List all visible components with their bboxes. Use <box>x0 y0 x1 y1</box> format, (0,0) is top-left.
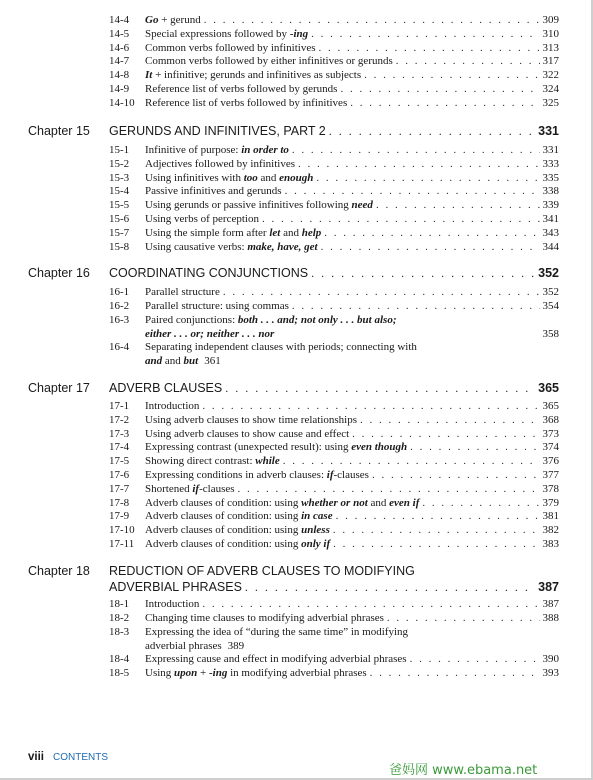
toc-entry-text <box>145 428 352 441</box>
toc-entry-text <box>145 28 311 41</box>
toc-entry-text <box>145 538 333 551</box>
toc-page-number: 331 <box>542 144 559 156</box>
toc-entry-text <box>145 314 399 327</box>
plain-text: Changing time clauses to modifying adverbial phrases <box>145 612 384 624</box>
leader-dots <box>311 266 535 281</box>
chapter-title-row <box>109 266 559 281</box>
plain-text: Separating independent clauses with periods; connecting with <box>145 341 417 353</box>
toc-entry-title <box>145 97 559 110</box>
toc-entry-number: 15-5 <box>109 199 130 212</box>
plain-text: Using <box>145 667 175 679</box>
toc-entry-number: 17-8 <box>109 496 130 509</box>
plain-text: Reference list of verbs followed by gerunds <box>145 83 338 95</box>
toc-page-number: 339 <box>542 199 559 212</box>
leader-dots <box>372 469 540 482</box>
toc-page-number: 388 <box>542 612 559 624</box>
leader-dots <box>225 381 535 396</box>
toc-entry-title-line2 <box>145 355 559 368</box>
plain-text: Infinitive of purpose: <box>145 144 242 156</box>
leader-dots <box>422 497 539 510</box>
toc-entry-title <box>145 341 559 354</box>
toc-page-number: 333 <box>542 157 559 170</box>
toc-entry-text <box>145 400 202 413</box>
toc-page-number: 361 <box>204 355 221 367</box>
toc-entry-title <box>145 497 559 510</box>
toc-entry-number: 17-6 <box>109 469 130 481</box>
plain-text: and <box>367 496 390 509</box>
toc-entry-number: 17-7 <box>109 482 130 495</box>
emphasis-text: in order to <box>241 144 289 156</box>
plain-text: Using infinitives with <box>145 171 244 184</box>
toc-entry-number: 18-5 <box>109 667 130 679</box>
toc-entry-text <box>145 455 283 468</box>
toc-entry-text <box>145 286 223 299</box>
chapter-title-row <box>109 124 559 139</box>
plain-text: Adverb clauses of condition: using <box>145 496 302 509</box>
leader-dots <box>410 653 540 666</box>
plain-text: Using causative verbs: <box>145 240 248 253</box>
toc-entry-title <box>145 414 559 427</box>
toc-entry-number: 16-4 <box>109 341 130 353</box>
plain-text: Using gerunds or passive infinitives following <box>145 199 352 212</box>
emphasis-text: if <box>192 482 200 495</box>
plain-text: and <box>162 355 184 367</box>
leader-dots <box>396 55 540 68</box>
plain-text: + gerund <box>158 14 201 26</box>
toc-page-number: 387 <box>542 598 559 610</box>
leader-dots <box>360 414 539 427</box>
plain-text: Adverb clauses of condition: using <box>145 510 302 523</box>
toc-page-number: 373 <box>542 427 559 440</box>
plain-text: Adverb clauses of condition: using <box>145 538 302 550</box>
toc-entry-text <box>145 241 321 254</box>
toc-entry-text <box>145 97 350 110</box>
toc-entry-text <box>145 144 292 157</box>
toc-entry-number: 16-1 <box>109 286 130 298</box>
toc-entry-text <box>145 227 324 240</box>
toc-page-number: 358 <box>542 328 559 340</box>
toc-page-number: 378 <box>542 482 559 495</box>
plain-text: Introduction <box>145 400 200 412</box>
toc-entry-text <box>145 667 370 680</box>
leader-dots <box>352 428 539 441</box>
toc-entry-number: 17-11 <box>109 538 135 550</box>
toc-entry-text <box>145 414 360 427</box>
chapter-title-row <box>109 381 559 396</box>
toc-page-number: 335 <box>542 171 559 184</box>
emphasis-text: in case <box>301 510 333 523</box>
plain-text: Paired conjunctions: <box>145 314 238 326</box>
emphasis-text: enough <box>279 171 314 184</box>
toc-entry-title <box>145 441 559 454</box>
leader-dots <box>376 199 540 212</box>
leader-dots <box>364 69 539 82</box>
toc-page-number: 354 <box>542 300 559 312</box>
emphasis-text: let <box>269 226 281 239</box>
toc-entry-title <box>145 28 559 41</box>
toc-entry-number: 17-9 <box>109 510 130 523</box>
toc-page-number: 313 <box>542 41 559 54</box>
toc-entry-number: 18-1 <box>109 598 130 610</box>
leader-dots <box>292 300 540 313</box>
toc-entry-title <box>145 83 559 96</box>
watermark: 爸妈网 www.ebama.net <box>389 763 538 778</box>
toc-entry-text <box>145 355 201 368</box>
emphasis-text: either . . . or; neither . . . nor <box>145 328 275 340</box>
chapter-page-number: 387 <box>538 580 559 594</box>
toc-entry-title <box>145 42 559 55</box>
leader-dots <box>340 83 539 96</box>
toc-entry-number: 17-10 <box>109 524 135 537</box>
toc-entry-title <box>145 667 559 680</box>
toc-entry-text <box>145 598 202 611</box>
plain-text: Special expressions followed by <box>145 27 290 40</box>
toc-entry-title <box>145 300 559 313</box>
toc-entry-number: 17-1 <box>109 400 130 412</box>
toc-entry-number: 15-4 <box>109 185 130 198</box>
plain-text: -clauses <box>199 482 235 495</box>
leader-dots <box>350 97 539 110</box>
chapter-title: COORDINATING CONJUNCTIONS <box>109 266 309 280</box>
emphasis-text: need <box>351 199 373 212</box>
toc-entry-title <box>145 185 559 198</box>
toc-entry-number: 14-6 <box>109 41 130 54</box>
footer-page-number: viii <box>28 751 44 763</box>
toc-page-number: 310 <box>542 27 559 40</box>
toc-entry-number: 18-4 <box>109 653 130 665</box>
toc-entry-text <box>145 83 340 96</box>
toc-entry-title <box>145 14 559 27</box>
toc-page-number: 376 <box>542 455 559 468</box>
toc-entry-number: 16-2 <box>109 300 130 312</box>
leader-dots <box>370 667 540 680</box>
leader-dots <box>283 455 540 468</box>
emphasis-text: if <box>326 469 334 481</box>
chapter-title-row <box>109 580 559 595</box>
toc-page-number: 389 <box>227 640 245 652</box>
plain-text: Shortened <box>145 482 193 495</box>
emphasis-text: and <box>145 355 163 367</box>
toc-entry-text <box>145 469 372 482</box>
toc-entry-title <box>145 69 559 82</box>
emphasis-text: help <box>301 226 322 239</box>
toc-entry-title <box>145 158 559 171</box>
leader-dots <box>387 612 540 625</box>
toc-entry-title <box>145 428 559 441</box>
toc-entry-text <box>145 497 422 510</box>
toc-entry-number: 14-9 <box>109 83 130 95</box>
toc-entry-number: 17-2 <box>109 413 130 426</box>
plain-text: Using adverb clauses to show time relationships <box>145 413 358 426</box>
leader-dots <box>245 580 535 595</box>
toc-entry-text <box>145 612 387 625</box>
toc-page-number: 309 <box>542 14 559 26</box>
toc-entry <box>109 314 559 342</box>
leader-dots <box>329 124 535 139</box>
toc-entry-title <box>145 653 559 666</box>
chapter-title: ADVERB CLAUSES <box>109 381 223 395</box>
emphasis-text: Go <box>145 14 159 26</box>
plain-text: Adjectives followed by infinitives <box>145 157 295 170</box>
chapter-label: Chapter 17 <box>28 381 90 395</box>
plain-text: Expressing cause and effect in modifying adverbial phrases <box>145 653 407 665</box>
toc-entry-text <box>145 158 298 171</box>
footer-section-label: CONTENTS <box>53 752 108 763</box>
toc-entry-text <box>145 300 292 313</box>
chapter-title: REDUCTION OF ADVERB CLAUSES TO MODIFYING <box>109 564 415 578</box>
toc-entry-title <box>145 241 559 254</box>
toc-entry <box>109 626 559 654</box>
plain-text: -clauses <box>333 469 369 481</box>
plain-text: Showing direct contrast: <box>145 455 256 468</box>
emphasis-text: upon <box>174 667 198 679</box>
plain-text: Passive infinitives and gerunds <box>145 185 282 198</box>
toc-page-number: 377 <box>542 469 559 481</box>
toc-entry-text <box>145 172 316 185</box>
toc-entry-title <box>145 144 559 157</box>
toc-page-number: 322 <box>542 69 559 82</box>
toc-entry-title <box>145 55 559 68</box>
toc-entry-text <box>145 653 410 666</box>
emphasis-text: unless <box>301 524 330 537</box>
toc-entry-number: 14-8 <box>109 69 130 82</box>
toc-page-number: 341 <box>542 213 559 225</box>
toc-entry-title <box>145 612 559 625</box>
toc-page-number: 317 <box>542 55 559 68</box>
chapter-label: Chapter 15 <box>28 124 90 138</box>
plain-text: Using verbs of perception <box>145 213 259 225</box>
toc-page-number: 324 <box>542 83 559 95</box>
toc-entry-text <box>145 341 420 354</box>
toc-entry-number: 17-3 <box>109 427 130 440</box>
leader-dots <box>292 144 540 157</box>
plain-text: Using adverb clauses to show cause and effect <box>145 427 350 440</box>
toc-entry-number: 15-1 <box>109 144 130 156</box>
emphasis-text: whether or not <box>301 496 368 509</box>
leader-dots <box>238 483 540 496</box>
toc-entry-number: 15-7 <box>109 226 130 239</box>
toc-entry-text <box>145 483 238 496</box>
toc-entry-text <box>145 626 411 639</box>
chapter-page-number: 331 <box>538 124 559 138</box>
toc-entry-title <box>145 483 559 496</box>
toc-entry-text <box>145 69 364 82</box>
chapter-page-number: 365 <box>538 381 559 395</box>
toc-page-number: 338 <box>542 185 559 198</box>
leader-dots <box>285 185 540 198</box>
plain-text: Expressing the idea of “during the same time” in modifying <box>145 626 409 638</box>
plain-text: Adverb clauses of condition: using <box>145 524 302 537</box>
toc-entry-text <box>145 14 204 27</box>
toc-entry-title <box>145 172 559 185</box>
toc-entry-title <box>145 510 559 523</box>
leader-dots <box>410 441 539 454</box>
toc-entry-number: 15-3 <box>109 171 130 184</box>
toc-entry-text <box>145 213 262 226</box>
emphasis-text: even though <box>351 441 408 454</box>
toc-entry-number: 14-10 <box>109 96 135 109</box>
toc-entry-number: 14-5 <box>109 27 130 40</box>
toc-entry-title <box>145 598 559 611</box>
plain-text: Parallel structure: using commas <box>145 300 289 312</box>
toc-entry-text <box>145 510 336 523</box>
toc-entry-text <box>145 441 410 454</box>
toc-entry-title <box>145 455 559 468</box>
toc-entry-title <box>145 213 559 226</box>
toc-entry-number: 15-2 <box>109 157 130 170</box>
plain-text: adverbial phrases <box>145 640 222 652</box>
leader-dots <box>316 172 539 185</box>
leader-dots <box>298 158 540 171</box>
toc-page-number: 365 <box>542 400 559 412</box>
emphasis-text: but <box>183 355 199 367</box>
toc-entry-text <box>145 185 285 198</box>
toc-entry-text <box>145 199 376 212</box>
toc-entry-title <box>145 469 559 482</box>
plain-text: and <box>257 171 280 184</box>
leader-dots <box>321 241 540 254</box>
toc-page-number: 352 <box>542 286 559 298</box>
leader-dots <box>204 14 540 27</box>
plain-text: Introduction <box>145 598 200 610</box>
plain-text: Expressing conditions in adverb clauses: <box>145 469 327 481</box>
toc-entry-number: 16-3 <box>109 314 130 326</box>
toc-page-number: 325 <box>542 96 559 109</box>
emphasis-text: It <box>145 69 153 82</box>
toc-entry-title <box>145 626 559 639</box>
toc-entry-text <box>145 524 333 537</box>
leader-dots <box>333 524 540 537</box>
leader-dots <box>336 510 540 523</box>
leader-dots <box>311 28 539 41</box>
chapter-label: Chapter 16 <box>28 266 90 280</box>
toc-entry-title <box>145 286 559 299</box>
plain-text: in modifying adverbial phrases <box>227 667 367 679</box>
leader-dots <box>324 227 539 240</box>
toc-entry-number: 17-4 <box>109 441 130 454</box>
toc-entry-text <box>145 42 318 55</box>
toc-page-number: 374 <box>542 441 559 454</box>
toc-entry-text <box>145 55 396 68</box>
chapter-label: Chapter 18 <box>28 564 90 578</box>
chapter-title-line2: ADVERBIAL PHRASES <box>109 580 242 594</box>
toc-entry-text <box>145 640 225 653</box>
chapter-heading <box>28 564 559 596</box>
toc-page-number: 379 <box>542 496 559 509</box>
plain-text: Expressing contrast (unexpected result): using <box>145 441 352 454</box>
leader-dots <box>223 286 540 299</box>
chapter-title: GERUNDS AND INFINITIVES, PART 2 <box>109 124 326 138</box>
leader-dots <box>262 213 540 226</box>
plain-text: Using the simple form after <box>145 226 270 239</box>
toc-entry-title <box>145 227 559 240</box>
plain-text: Parallel structure <box>145 286 220 298</box>
emphasis-text: too <box>243 171 258 184</box>
toc-page-number: 393 <box>542 667 559 679</box>
toc-page-number: 382 <box>542 524 559 537</box>
toc-entry-title <box>145 538 559 551</box>
toc-page-number: 343 <box>542 226 559 239</box>
toc-entry-number: 18-2 <box>109 612 130 624</box>
toc-page-number: 368 <box>542 413 559 426</box>
toc-entry-text <box>145 328 277 341</box>
plain-text: Reference list of verbs followed by infinitives <box>145 96 348 109</box>
plain-text: Common verbs followed by either infinitives or gerunds <box>145 55 393 68</box>
toc-entry-title <box>145 314 559 327</box>
emphasis-text: even if <box>389 496 420 509</box>
leader-dots <box>202 598 539 611</box>
leader-dots <box>318 42 539 55</box>
toc-entry-number: 14-7 <box>109 55 130 68</box>
toc-entry-title-line2 <box>145 640 559 653</box>
emphasis-text: -ing <box>289 27 309 40</box>
toc-entry-title <box>145 199 559 212</box>
plain-text: + infinitive; gerunds and infinitives as subjects <box>152 69 362 82</box>
toc-entry <box>109 341 559 369</box>
leader-dots <box>202 400 539 413</box>
emphasis-text: -ing <box>209 667 228 679</box>
toc-entry-number: 17-5 <box>109 455 130 468</box>
emphasis-text: while <box>255 455 280 468</box>
toc-entry-title <box>145 400 559 413</box>
toc-entry-number: 15-8 <box>109 240 130 253</box>
chapter-page-number: 352 <box>538 266 559 280</box>
toc-page-number: 390 <box>542 653 559 665</box>
toc-entry-title <box>145 524 559 537</box>
toc-entry-number: 15-6 <box>109 213 130 225</box>
plain-text: Common verbs followed by infinitives <box>145 41 316 54</box>
toc-page-number: 383 <box>542 538 559 550</box>
emphasis-text: make, have, get <box>247 240 318 253</box>
toc-entry-number: 18-3 <box>109 626 130 638</box>
emphasis-text: only if <box>301 538 331 550</box>
plain-text: and <box>280 226 302 239</box>
toc-entry-number: 14-4 <box>109 14 130 26</box>
leader-dots <box>333 538 539 551</box>
emphasis-text: both . . . and; not only . . . but also; <box>237 314 397 326</box>
toc-page-number: 381 <box>542 510 559 523</box>
plain-text: + <box>197 667 209 679</box>
toc-page-number: 344 <box>542 240 559 253</box>
toc-entry-title-line2 <box>145 328 559 341</box>
